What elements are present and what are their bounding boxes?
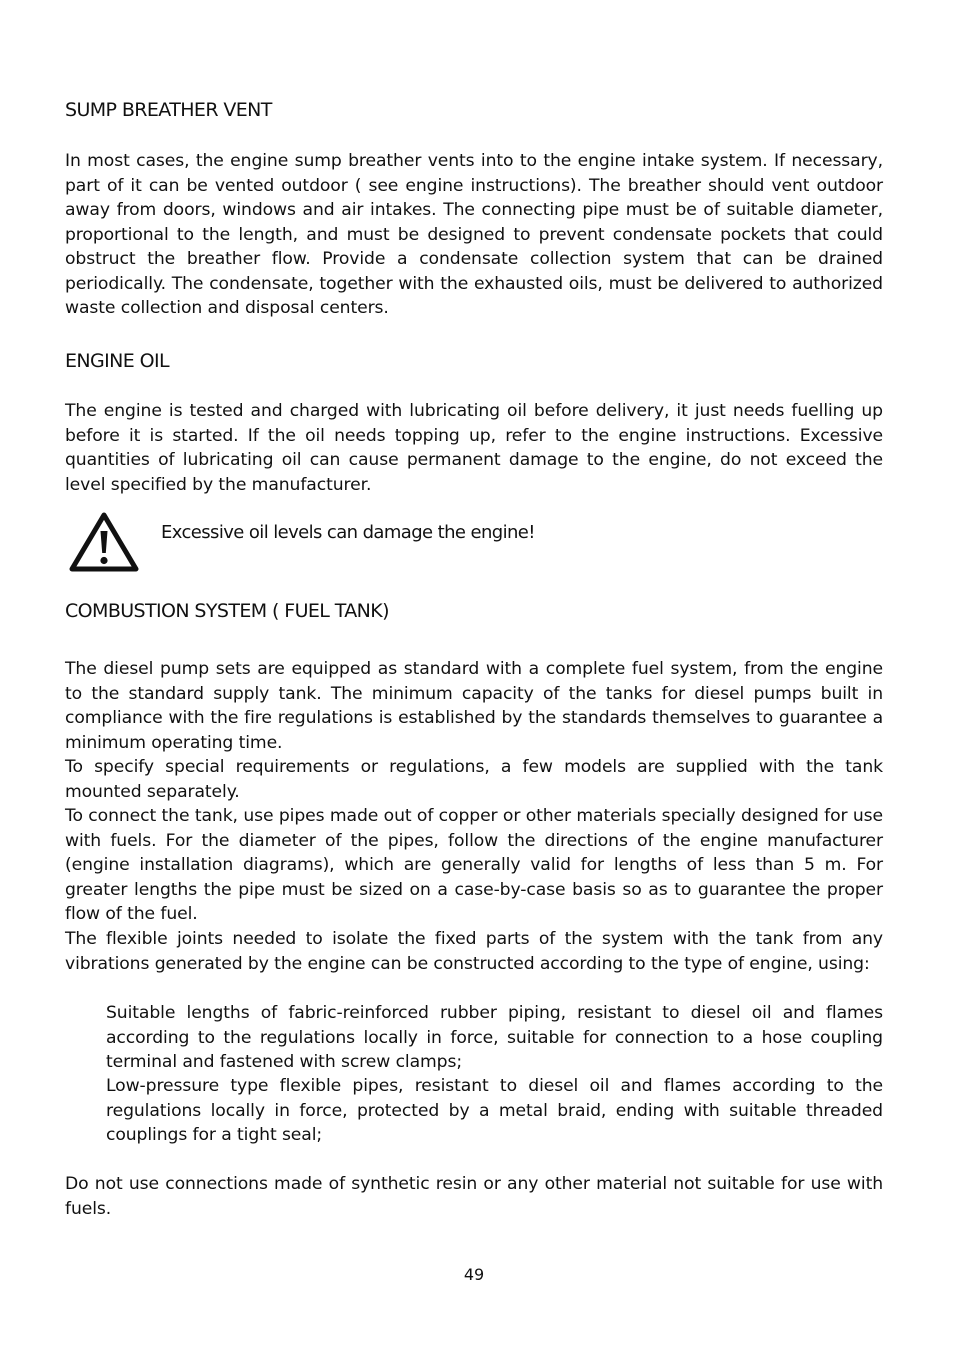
sump-breather-body: In most cases, the engine sump breather vents into to the engine intake system. If necessary, part of it can be vented outdoor ( see engine instructions). The breather should vent outdoor away from doors, windows and air intakes. The connecting pipe must be of suitable diameter, proportional to the length, and must be designed to prevent condensate pockets that could obstruct the breather flow. Provide a condensate collection system that can be drained periodically. The condensate, together with the exhausted oils, must be delivered to authorized waste collection and disposal centers. [65, 151, 883, 318]
warning-triangle-icon [69, 511, 139, 573]
fuel-paragraph-2: To specify special requirements or regulations, a few models are supplied with the tank mounted separately. [65, 757, 883, 802]
oil-warning-text: Excessive oil levels can damage the engine! [161, 522, 535, 543]
fuel-list-item-2: Low-pressure type flexible pipes, resistant to diesel oil and flames according to the regulations locally in force, protected by a metal braid, ending with suitable threaded couplings for a tight seal; [106, 1076, 883, 1145]
engine-oil-body: The engine is tested and charged with lubricating oil before delivery, it just needs fuelling up before it is started. If the oil needs topping up, refer to the engine instructions. Excessive quantities of lubricating oil can cause permanent damage to the engine, do not exceed the level specified by the manufacturer. [65, 401, 883, 495]
fuel-paragraph-5: Do not use connections made of synthetic resin or any other material not suitable for use with fuels. [65, 1174, 883, 1219]
fuel-paragraph-4: The flexible joints needed to isolate the fixed parts of the system with the tank from any vibrations generated by the engine can be constructed according to the type of engine, using: [65, 929, 883, 974]
page-number: 49 [463, 1265, 485, 1284]
engine-oil-heading: ENGINE OIL [65, 350, 169, 372]
sump-breather-heading: SUMP BREATHER VENT [65, 99, 272, 121]
fuel-paragraph-3: To connect the tank, use pipes made out of copper or other materials specially designed for use with fuels. For the diameter of the pipes, follow the directions of the engine manufacturer (engine installation diagrams), which are generally valid for lengths of less than 5 m. For greater lengths the pipe must be sized on a case-by-case basis so as to guarantee the proper flow of the fuel. [65, 806, 883, 924]
fuel-list-item-1: Suitable lengths of fabric-reinforced rubber piping, resistant to diesel oil and flames according to the regulations locally in force, suitable for connection to a hose coupling terminal and fastened with screw clamps; [106, 1003, 883, 1072]
fuel-paragraph-1: The diesel pump sets are equipped as standard with a complete fuel system, from the engine to the standard supply tank. The minimum capacity of the tanks for diesel pumps built in compliance with the fire regulations is established by the standards themselves to guarantee a minimum operating time. [65, 659, 883, 753]
combustion-system-heading: COMBUSTION SYSTEM ( FUEL TANK) [65, 600, 389, 622]
